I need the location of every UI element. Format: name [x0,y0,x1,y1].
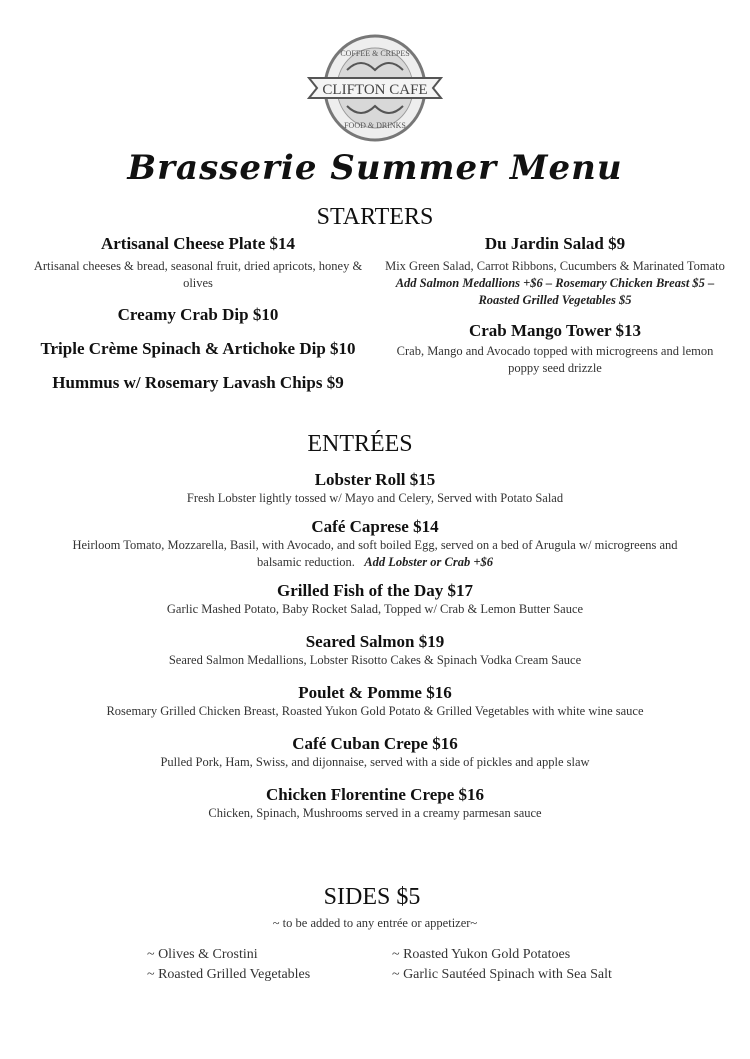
item-desc: Pulled Pork, Ham, Swiss, and dijonnaise, served with a side of pickles and apple slaw [160,755,590,769]
sides-left-list [147,945,310,985]
item-desc: Chicken, Spinach, Mushrooms served in a creamy parmesan sauce [208,806,542,820]
item-name: Triple Crème Spinach & Artichoke Dip $10 [40,339,356,358]
item-desc: Artisanal cheeses & bread, seasonal fruit, dried apricots, honey & olives [33,259,363,290]
item-name: Crab Mango Tower $13 [468,321,642,340]
item-name: Hummus w/ Rosemary Lavash Chips $9 [52,373,344,392]
clifton-cafe-logo [307,34,443,142]
sides-heading [0,884,750,911]
svg-text:FOOD & DRINKS: FOOD & DRINKS [344,121,406,130]
item-desc: Mix Green Salad, Carrot Ribbons, Cucumbers & Marinated Tomato [385,259,725,273]
sides-note: ~ to be added to any entrée or appetizer~ [272,916,478,930]
side-item: ~ Roasted Yukon Gold Potatoes [392,947,571,962]
svg-text:CLIFTON CAFE: CLIFTON CAFE [322,82,428,98]
item-name: Du Jardin Salad $9 [484,234,626,253]
starters-right-column [375,234,735,377]
item-name: Café Cuban Crepe $16 [292,734,458,753]
entrees-heading-text: ENTRÉES [307,431,413,457]
sides-right-list [392,945,612,985]
item-desc: Rosemary Grilled Chicken Breast, Roasted Yukon Gold Potato & Grilled Vegetables with white wine sauce [106,704,644,718]
item-name: Chicken Florentine Crepe $16 [266,785,484,804]
item-desc: Garlic Mashed Potato, Baby Rocket Salad, Topped w/ Crab & Lemon Butter Sauce [166,602,584,616]
item-addon: Add Salmon Medallions +$6 – Rosemary Chicken Breast $5 – Roasted Grilled Vegetables $5 [395,276,715,307]
item-name: Artisanal Cheese Plate $14 [100,234,296,253]
menu-title: Brasserie Summer Menu [127,148,623,188]
item-desc: Heirloom Tomato, Mozzarella, Basil, with Avocado, and soft boiled Egg, served on a bed of Arugula w/ microgreens and balsamic reduction. [72,538,678,569]
side-item: ~ Garlic Sautéed Spinach with Sea Salt [392,967,612,982]
item-desc: Crab, Mango and Avocado topped with microgreens and lemon poppy seed drizzle [396,344,714,375]
item-name: Seared Salmon $19 [305,632,445,651]
entrees-list [40,470,710,822]
item-name: Café Caprese $14 [311,517,439,536]
sides-heading-text: SIDES $5 [323,884,421,910]
starters-heading: STARTERS [316,204,434,230]
starters-left-column [18,234,378,393]
side-item: ~ Olives & Crostini [147,947,258,962]
item-name: Poulet & Pomme $16 [298,683,452,702]
item-desc: Fresh Lobster lightly tossed w/ Mayo and Celery, Served with Potato Salad [186,491,564,505]
item-name: Creamy Crab Dip $10 [117,305,279,324]
entrees-heading [0,431,750,458]
item-name: Lobster Roll $15 [314,470,436,489]
svg-text:COFFEE & CREPES: COFFEE & CREPES [340,49,410,58]
side-item: ~ Roasted Grilled Vegetables [147,967,311,982]
item-desc: Seared Salmon Medallions, Lobster Risotto Cakes & Spinach Vodka Cream Sauce [168,653,582,667]
item-name: Grilled Fish of the Day $17 [277,581,473,600]
item-addon: Add Lobster or Crab +$6 [364,555,493,569]
